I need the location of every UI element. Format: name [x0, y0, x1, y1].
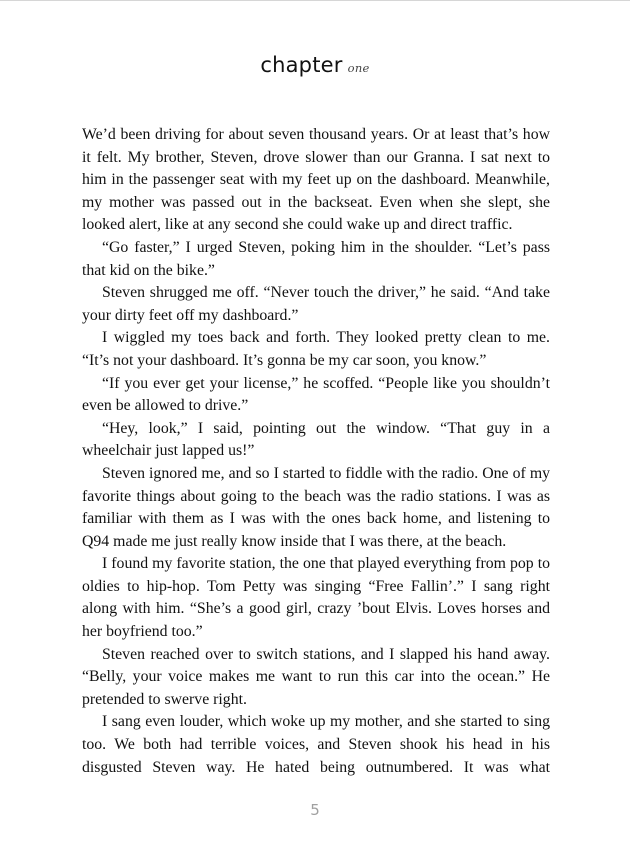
paragraph-1: We’d been driving for about seven thousand years. Or at least that’s how it felt. My brother, Steven, drove slower than our Granna. I sat next to him in the passenger seat with my feet up on the dashboard. Meanwhile, my mother was passed out in the backseat. Even when she slept, she looked alert, like at any second she could wake up and direct traffic.: [82, 126, 550, 234]
top-divider: [0, 0, 630, 1]
paragraph-6: “Hey, look,” I said, pointing out the window. “That guy in a wheelchair just lapped us!”: [82, 419, 550, 460]
paragraph-4: I wiggled my toes back and forth. They looked pretty clean to me. “It’s not your dashboard. It’s gonna be my car soon, you know.”: [82, 329, 550, 369]
paragraph-10: I sang even louder, which woke up my mother, and she started to sing too. We both had terrible voices, and Steven shook his head in his disgusted Steven way. He hated being outnumbered. It was what: [82, 713, 550, 776]
paragraph-2: “Go faster,” I urged Steven, poking him in the shoulder. “Let’s pass that kid on the bike.”: [82, 238, 550, 279]
chapter-word: chapter: [260, 53, 343, 77]
paragraph-3: Steven shrugged me off. “Never touch the driver,” he said. “And take your dirty feet off my dashboard.”: [82, 284, 550, 324]
chapter-heading: [0, 51, 630, 82]
page-number: 5: [310, 801, 320, 819]
paragraph-5: “If you ever get your license,” he scoffed. “People like you shouldn’t even be allowed to drive.”: [82, 374, 550, 415]
paragraph-8: I found my favorite station, the one that played everything from pop to oldies to hip-hop. Tom Petty was singing “Free Fallin’.” I sang right along with him. “She’s a good girl, crazy ’bout Elvis. Loves horses and her boyfriend too.”: [82, 555, 550, 641]
body-text: [82, 124, 550, 779]
paragraph-9: Steven reached over to switch stations, and I slapped his hand away. “Belly, your voice makes me want to run this car into the ocean.” He pretended to swerve right.: [82, 645, 550, 708]
paragraph-7: Steven ignored me, and so I started to fiddle with the radio. One of my favorite things about going to the beach was the radio stations. I was as familiar with them as I was with the ones back home, and listening to Q94 made me just really know inside that I was there, at the beach.: [82, 464, 550, 550]
chapter-number: one: [347, 61, 370, 75]
